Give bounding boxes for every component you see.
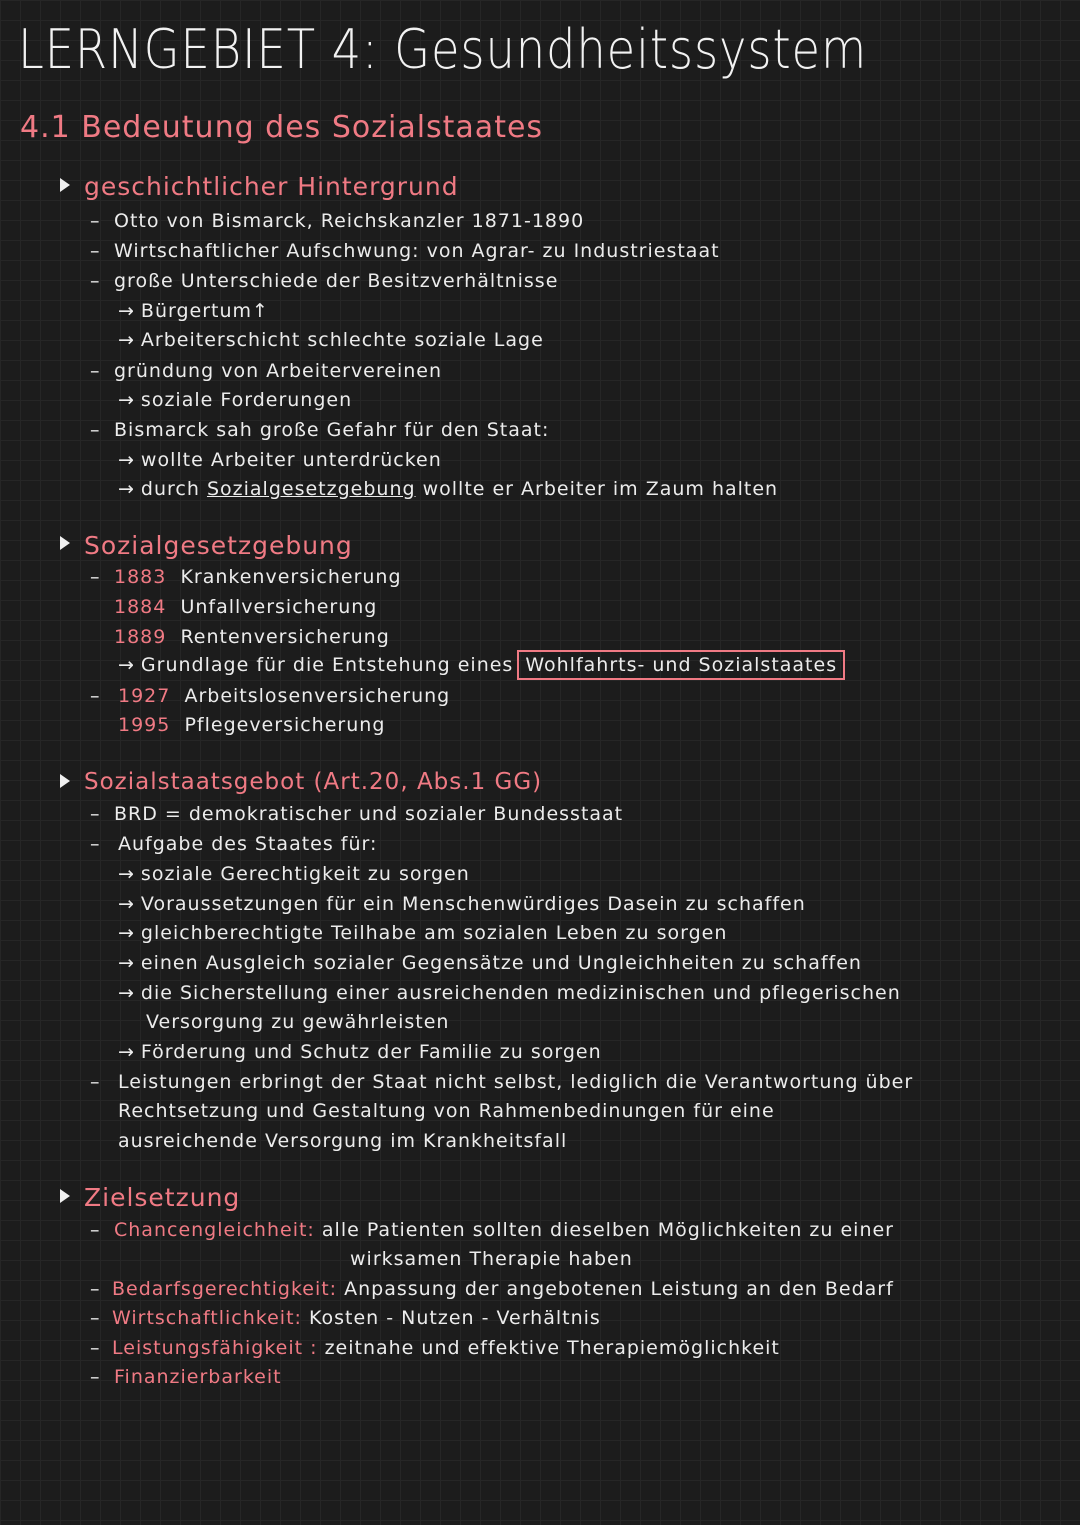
dash-icon: –: [90, 1219, 101, 1241]
year: 1883: [114, 566, 167, 588]
note-text: Bürgertum↑: [140, 300, 269, 322]
boxed-term: Wohlfahrts- und Sozialstaates: [517, 650, 845, 680]
section-title: 4.1 Bedeutung des Sozialstaates: [20, 110, 544, 145]
dash-icon: –: [90, 1307, 101, 1329]
arrow-icon: →: [118, 863, 135, 885]
note-line: [112, 1337, 780, 1359]
heading-social-legislation: Sozialgesetzgebung: [84, 531, 353, 560]
bullet-icon: [60, 536, 70, 550]
term: Leistungsfähigkeit :: [112, 1337, 318, 1359]
bullet-icon: [60, 774, 70, 788]
dash-icon: –: [90, 240, 101, 262]
dash-icon: –: [90, 1366, 101, 1388]
note-text: Arbeitslosenversicherung: [184, 685, 451, 707]
note-line: ausreichende Versorgung im Krankheitsfall: [118, 1130, 568, 1152]
arrow-icon: →: [118, 893, 135, 915]
note-text: wollte Arbeiter unterdrücken: [140, 449, 442, 471]
year: 1927: [118, 685, 171, 707]
note-text: zeitnahe und effektive Therapiemöglichkeit: [324, 1337, 780, 1359]
dash-icon: –: [90, 210, 101, 232]
note-line: [118, 1041, 602, 1063]
underlined-term: Sozialgesetzgebung: [206, 478, 416, 500]
arrow-icon: →: [118, 952, 135, 974]
note-text: Arbeiterschicht schlechte soziale Lage: [140, 329, 544, 351]
bullet-icon: [60, 178, 70, 192]
dash-icon: –: [90, 1278, 101, 1300]
note-line: Rechtsetzung und Gestaltung von Rahmenbedinungen für eine: [118, 1100, 775, 1122]
note-line: [112, 1278, 894, 1300]
note-text: Unfallversicherung: [180, 596, 378, 618]
note-text: einen Ausgleich sozialer Gegensätze und Ungleichheiten zu schaffen: [140, 952, 862, 974]
note-line: [114, 626, 390, 648]
dash-icon: –: [90, 833, 101, 855]
note-text: soziale Gerechtigkeit zu sorgen: [140, 863, 470, 885]
note-text: gleichberechtigte Teilhabe am sozialen Leben zu sorgen: [140, 922, 728, 944]
term: Finanzierbarkeit: [114, 1366, 282, 1388]
year: 1995: [118, 714, 171, 736]
note-line: [118, 685, 450, 707]
note-text: Krankenversicherung: [180, 566, 402, 588]
arrow-icon: →: [118, 389, 135, 411]
note-line: Bismarck sah große Gefahr für den Staat:: [114, 419, 550, 441]
note-line: [118, 650, 845, 680]
page-title: LERNGEBIET 4: Gesundheitssystem: [18, 18, 868, 81]
heading-history: geschichtlicher Hintergrund: [84, 172, 459, 201]
note-text: soziale Forderungen: [140, 389, 353, 411]
arrow-icon: →: [118, 982, 135, 1004]
note-line: [118, 714, 385, 736]
year: 1889: [114, 626, 167, 648]
dash-icon: –: [90, 566, 101, 588]
note-text: Förderung und Schutz der Familie zu sorgen: [140, 1041, 602, 1063]
note-line: Otto von Bismarck, Reichskanzler 1871-1890: [114, 210, 585, 232]
note-text: Rentenversicherung: [180, 626, 390, 648]
note-line: [118, 389, 352, 411]
note-text: Kosten - Nutzen - Verhältnis: [308, 1307, 601, 1329]
arrow-icon: →: [118, 922, 135, 944]
arrow-icon: →: [118, 300, 135, 322]
arrow-icon: →: [118, 1041, 135, 1063]
note-line: [112, 1307, 601, 1329]
note-text: alle Patienten sollten dieselben Möglichkeiten zu einer: [321, 1219, 894, 1241]
year: 1884: [114, 596, 167, 618]
dash-icon: –: [90, 360, 101, 382]
note-line: [118, 952, 862, 974]
note-line: wirksamen Therapie haben: [350, 1248, 633, 1270]
note-line: [118, 300, 269, 322]
arrow-icon: →: [118, 329, 135, 351]
note-line: [118, 449, 442, 471]
note-text: Voraussetzungen für ein Menschenwürdiges Dasein zu schaffen: [140, 893, 806, 915]
arrow-icon: →: [118, 478, 135, 500]
heading-social-state-mandate: Sozialstaatsgebot (Art.20, Abs.1 GG): [84, 769, 543, 795]
note-line: Versorgung zu gewährleisten: [146, 1011, 450, 1033]
dash-icon: –: [90, 1071, 101, 1093]
note-line: Wirtschaftlicher Aufschwung: von Agrar- zu Industriestaat: [114, 240, 720, 262]
note-line: Aufgabe des Staates für:: [118, 833, 378, 855]
note-line: [114, 1219, 894, 1241]
arrow-icon: →: [118, 449, 135, 471]
arrow-icon: →: [118, 654, 135, 676]
bullet-icon: [60, 1189, 70, 1203]
note-text: Anpassung der angebotenen Leistung an den Bedarf: [344, 1278, 894, 1300]
dash-icon: –: [90, 685, 101, 707]
note-text: Pflegeversicherung: [184, 714, 386, 736]
note-line: große Unterschiede der Besitzverhältnisse: [114, 270, 559, 292]
note-line: [118, 922, 727, 944]
dash-icon: –: [90, 270, 101, 292]
dash-icon: –: [90, 1337, 101, 1359]
note-line: [114, 566, 402, 588]
note-line: [118, 982, 901, 1004]
heading-objectives: Zielsetzung: [84, 1183, 241, 1212]
note-text: Grundlage für die Entstehung eines: [140, 654, 514, 676]
note-text: wollte er Arbeiter im Zaum halten: [422, 478, 779, 500]
note-line: [118, 329, 544, 351]
note-line: [114, 596, 377, 618]
term: Bedarfsgerechtigkeit:: [112, 1278, 338, 1300]
dash-icon: –: [90, 419, 101, 441]
note-text: die Sicherstellung einer ausreichenden medizinischen und pflegerischen: [140, 982, 901, 1004]
term: Wirtschaftlichkeit:: [112, 1307, 302, 1329]
note-line: [118, 893, 806, 915]
term: Chancengleichheit:: [114, 1219, 315, 1241]
note-text: durch: [140, 478, 200, 500]
note-line: gründung von Arbeitervereinen: [114, 360, 443, 382]
note-line: Leistungen erbringt der Staat nicht selbst, lediglich die Verantwortung über: [118, 1071, 914, 1093]
note-line: [118, 478, 778, 500]
dash-icon: –: [90, 803, 101, 825]
note-line: [118, 863, 470, 885]
note-line: BRD = demokratischer und sozialer Bundesstaat: [114, 803, 624, 825]
